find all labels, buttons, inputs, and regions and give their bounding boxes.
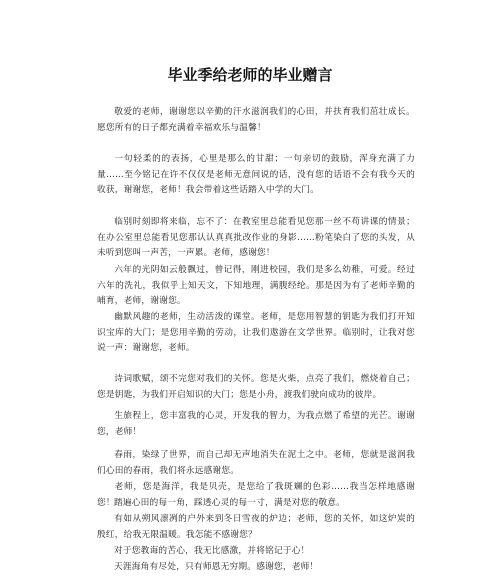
paragraph-text: 有如从朔风凛冽的户外来到冬日雪夜的炉边；老师，您的关怀，如这炉炭的殷红，给我无限温暖。我怎能不感谢您？: [97, 514, 415, 540]
paragraph-text: 对于您教诲的苦心，我无比感激，并将铭记于心！: [114, 546, 310, 556]
paragraph-12: [97, 544, 415, 560]
paragraph-5: [97, 310, 415, 357]
paragraph-4: [97, 263, 415, 310]
paragraph-8: [97, 448, 415, 479]
paragraph-6: [97, 372, 415, 403]
paragraph-text: 敬爱的老师，谢谢您以辛勤的汗水滋润我们的心田，并扶育我们茁壮成长。愿您所有的日子都充满着幸福欢乐与温馨！: [97, 107, 415, 133]
document-title: 毕业季给老师的毕业赠言: [167, 66, 333, 84]
paragraph-text: 老师，您是海洋，我是贝壳，是您给了我斑斓的色彩……我当怎样地感谢您！: [97, 482, 415, 508]
paragraph-text: 六年的光阴如云般飘过，曾记得，刚进校园，我们是多么幼稚，可爱。经过六年的洗礼，我似乎上知天文，下知地理，满腹经纶。那是因为有了老师辛勤的哺育，老师，谢谢您。: [97, 265, 415, 306]
paragraph-text: 生旅程上，您丰富我的心灵，开发我的智力，为我点燃了希望的光芒。谢谢您，老师！: [97, 411, 415, 437]
paragraph-text: 天涯海角有尽处，只有师恩无穷期。感谢您，老师！: [114, 562, 319, 572]
paragraph-2: [97, 152, 415, 199]
paragraph-13: [97, 560, 415, 576]
paragraph-text: 幽默风趣的老师，生动活泼的课堂。老师，是您用智慧的钥匙为我们打开知识宝库的大门；是您用辛勤的劳动，让我们遨游在文学世界。临别时，让我对您说一声：谢谢您，老师。: [97, 312, 415, 353]
paragraph-text: 临别时刻即将来临，忘不了：在教室里总能看见您那一丝不苟讲课的情景；在办公室里总能看见您那认认真真批改作业的身影……粉笔染白了您的头发，从未听到您叫一声苦，一声累。老师，感谢您！: [97, 217, 415, 258]
paragraph-text: 春雨，染绿了世界，而自己却无声地消失在泥土之中。老师，您就是滋润我们心田的春雨，我们将永远感谢您。: [97, 450, 415, 476]
paragraph-7: [97, 409, 415, 440]
paragraph-11: [97, 512, 415, 543]
paragraph-10: [97, 496, 415, 512]
paragraph-text: 一句轻柔的的表扬，心里是那么的甘甜；一句亲切的鼓励，浑身充满了力量……至今铭记在许不仅仅是老师无意间说的话，没有您的话语不会有我今天的收获，谢谢您，老师！我会带着这些话踏入中学的大门。: [97, 154, 415, 195]
paragraph-3: [97, 215, 415, 262]
paragraph-1: [97, 105, 415, 136]
paragraph-text: 诗词歌赋，颂不完您对我们的关怀。您是火柴，点亮了我们，燃烧着自己；您是钥匙，为我们开启知识的大门；您是小舟，渡我们驶向成功的彼岸。: [97, 374, 415, 400]
paragraph-text: 踏遍心田的每一角，踩透心灵的每一寸，满是对您的敬意。: [114, 498, 346, 508]
